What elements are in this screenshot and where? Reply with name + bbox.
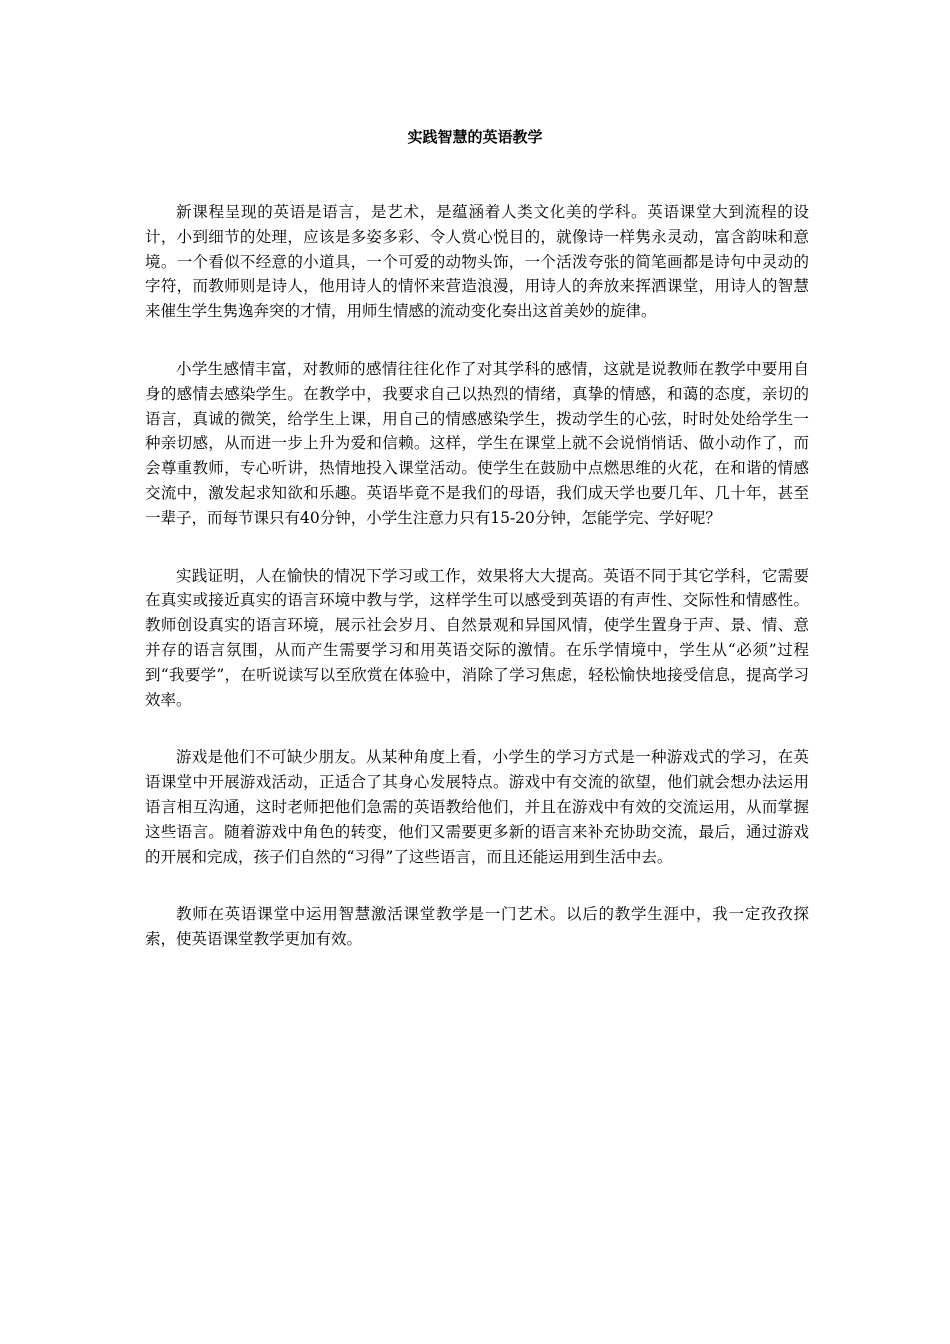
- paragraph-5: 教师在英语课堂中运用智慧激活课堂教学是一门艺术。以后的教学生涯中，我一定孜孜探索，使英语课堂教学更加有效。: [145, 905, 809, 949]
- document-title: 实践智慧的英语教学: [407, 128, 543, 146]
- document-body: [145, 200, 809, 985]
- paragraph-4: 游戏是他们不可缺少朋友。从某种角度上看，小学生的学习方式是一种游戏式的学习，在英语课堂中开展游戏活动，正适合了其身心发展特点。游戏中有交流的欲望，他们就会想办法运用语言相互沟通，这时老师把他们急需的英语教给他们，并且在游戏中有效的交流运用，从而掌握这些语言。随着游戏中角色的转变，他们又需要更多新的语言来补充协助交流，最后，通过游戏的开展和完成，孩子们自然的“习得”了这些语言，而且还能运用到生活中去。: [145, 748, 809, 866]
- paragraph-1: 新课程呈现的英语是语言，是艺术，是蕴涵着人类文化美的学科。英语课堂大到流程的设计，小到细节的处理，应该是多姿多彩、令人赏心悦目的，就像诗一样隽永灵动，富含韵味和意境。一个看似不经意的小道具，一个可爱的动物头饰，一个活泼夸张的简笔画都是诗句中灵动的字符，而教师则是诗人，他用诗人的情怀来营造浪漫，用诗人的奔放来挥洒课堂，用诗人的智慧来催生学生隽逸奔突的才情，用师生情感的流动变化奏出这首美妙的旋律。: [145, 203, 809, 321]
- paragraph-3: 实践证明，人在愉快的情况下学习或工作，效果将大大提高。英语不同于其它学科，它需要在真实或接近真实的语言环境中教与学，这样学生可以感受到英语的有声性、交际性和情感性。教师创设真实的语言环境，展示社会岁月、自然景观和异国风情，使学生置身于声、景、情、意并存的语言氛围，从而产生需要学习和用英语交际的激情。在乐学情境中，学生从“必须”过程到“我要学”，在听说读写以至欣赏在体验中，消除了学习焦虑，轻松愉快地接受信息，提高学习效率。: [145, 566, 809, 709]
- paragraph-2: 小学生感情丰富，对教师的感情往往化作了对其学科的感情，这就是说教师在教学中要用自身的感情去感染学生。在教学中，我要求自己以热烈的情绪，真挚的情感，和蔼的态度，亲切的语言，真诚的微笑，给学生上课，用自己的情感感染学生，拨动学生的心弦，时时处处给学生一种亲切感，从而进一步上升为爱和信赖。这样，学生在课堂上就不会说悄悄话、做小动作了，而会尊重教师，专心听讲，热情地投入课堂活动。使学生在鼓励中点燃思维的火花，在和谐的情感交流中，激发起求知欲和乐趣。英语毕竟不是我们的母语，我们成天学也要几年、几十年，甚至一辈子，而每节课只有40分钟，小学生注意力只有15-20分钟，怎能学完、学好呢？: [145, 359, 809, 527]
